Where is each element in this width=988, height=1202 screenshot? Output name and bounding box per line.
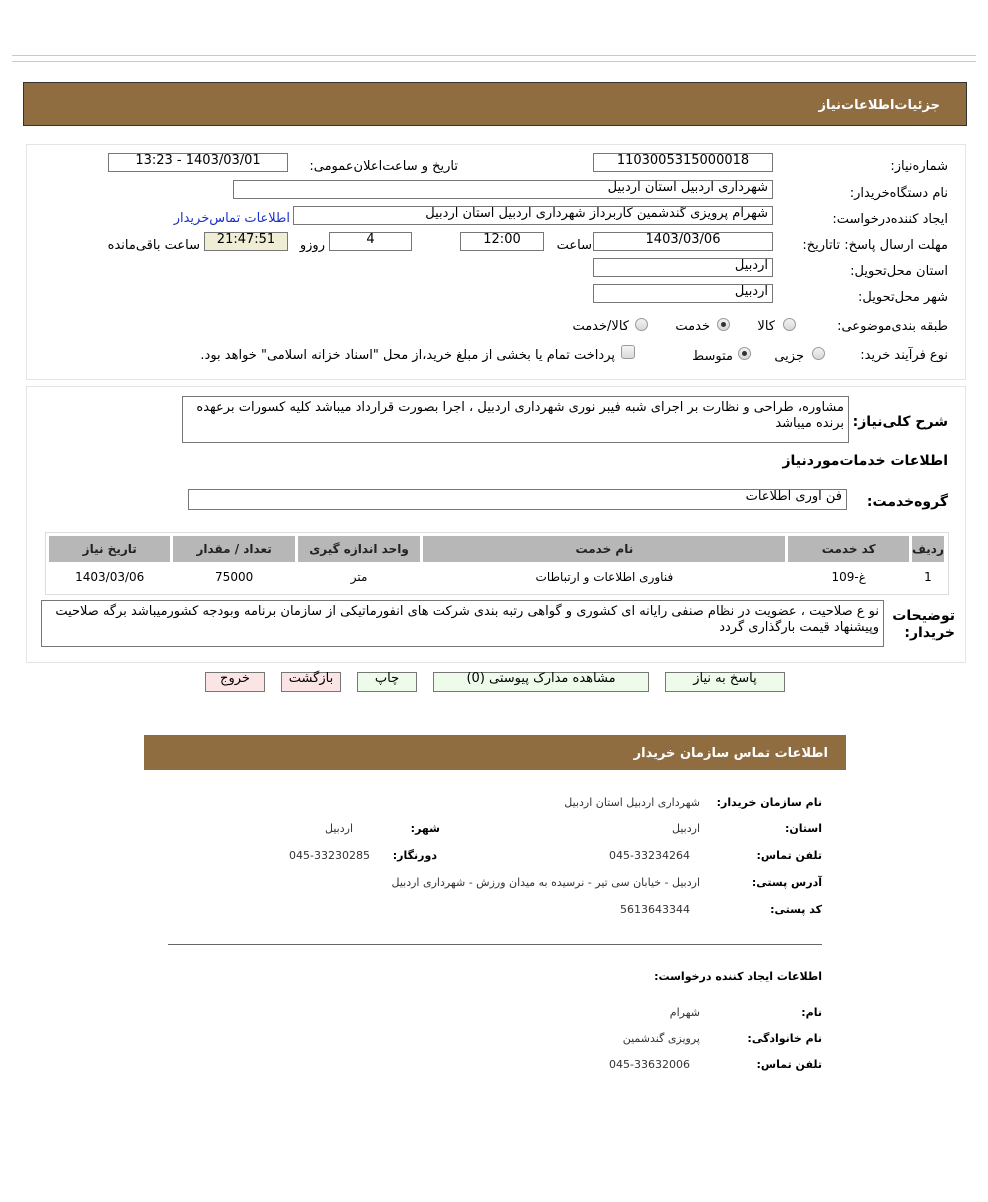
services-table xyxy=(46,533,947,592)
category-option-goods-service: کالا/خدمت xyxy=(572,319,629,334)
requester-label: ایجاد کننده‌درخواست: xyxy=(832,212,948,227)
contact-province-label: استان: xyxy=(785,822,822,835)
contact-address-label: آدرس پستی: xyxy=(751,876,822,889)
announce-field: 1403/03/01 - 13:23 xyxy=(108,153,288,172)
category-option-service: خدمت xyxy=(675,319,710,334)
reply-button[interactable]: پاسخ به نیاز xyxy=(665,672,785,692)
contact-postal-label: کد پستی: xyxy=(770,903,822,916)
attachments-button[interactable]: مشاهده مدارک پیوستی (0) xyxy=(433,672,649,692)
services-heading: اطلاعات خدمات‌مورد‌نیاز xyxy=(782,453,948,469)
col-row: ردیف xyxy=(912,536,944,562)
page-header xyxy=(23,82,967,126)
cell-quantity: 75000 xyxy=(215,570,254,584)
remaining-time-label: ساعت باقی‌مانده xyxy=(107,238,200,253)
service-group-field: فن آوری اطلاعات xyxy=(188,489,847,510)
creator-family-label: نام خانوادگی: xyxy=(747,1032,822,1045)
announce-label: تاریخ و ساعت‌اعلان‌عمومی: xyxy=(309,159,458,174)
contact-org-label: نام سازمان خریدار: xyxy=(716,796,822,809)
purchase-radio-minor[interactable] xyxy=(812,347,825,360)
category-option-goods: کالا xyxy=(757,319,775,334)
buyer-notes-label: توضیحات خریدار: xyxy=(892,608,955,641)
deadline-time-label: ساعت xyxy=(556,238,592,253)
col-service-name: نام خدمت xyxy=(423,536,785,562)
summary-label: شرح کلی‌نیاز: xyxy=(852,414,948,430)
table-row xyxy=(49,565,944,589)
cell-unit: متر xyxy=(350,570,368,584)
col-quantity: تعداد / مقدار xyxy=(173,536,294,562)
contact-city-label: شهر: xyxy=(410,822,440,835)
print-button[interactable]: چاپ xyxy=(357,672,417,692)
province-label: استان محل‌تحویل: xyxy=(850,264,948,279)
back-button[interactable]: بازگشت xyxy=(281,672,341,692)
need-number-label: شماره‌نیاز: xyxy=(890,159,948,174)
province-field: اردبیل xyxy=(593,258,773,277)
category-radio-service[interactable] xyxy=(717,318,730,331)
col-need-date: تاریخ نیاز xyxy=(49,536,170,562)
contact-city-value: اردبیل xyxy=(325,822,353,835)
creator-title: اطلاعات ایجاد کننده درخواست: xyxy=(654,970,822,983)
page-title: جزئیات‌اطلاعات‌نیاز xyxy=(818,98,940,113)
deadline-days-field: 4 xyxy=(329,232,412,251)
category-radio-goods-service[interactable] xyxy=(635,318,648,331)
creator-phone-value: 045-33632006 xyxy=(609,1058,690,1071)
city-field: اردبیل xyxy=(593,284,773,303)
col-unit: واحد اندازه گیری xyxy=(298,536,420,562)
contact-divider xyxy=(168,944,822,945)
col-service-code: کد خدمت xyxy=(788,536,908,562)
purchase-type-label: نوع فرآیند خرید: xyxy=(860,348,948,363)
creator-phone-label: تلفن تماس: xyxy=(756,1058,822,1071)
buyer-contact-link[interactable]: اطلاعات تماس‌خریدار xyxy=(173,211,290,226)
purchase-option-medium: متوسط xyxy=(692,349,733,364)
cell-service-code: غ-109 xyxy=(831,570,866,584)
exit-button[interactable]: خروج xyxy=(205,672,265,692)
purchase-radio-medium[interactable] xyxy=(738,347,751,360)
summary-text: مشاوره، طراحی و نظارت بر اجرای شبه فیبر نوری شهرداری اردبیل ، اجرا بصورت قرارداد میباشد کلیه کسورات برعهده برنده میباشد xyxy=(182,396,849,443)
deadline-label: مهلت ارسال پاسخ: تاتاریخ: xyxy=(802,238,948,253)
contact-title: اطلاعات تماس سازمان خریدار xyxy=(633,746,828,761)
contact-address-value: اردبیل - خیابان سی تیر - نرسیده به میدان ورزش - شهرداری اردبیل xyxy=(391,876,700,889)
treasury-payment-note: پرداخت تمام یا بخشی از مبلغ خرید،از محل "اسناد خزانه اسلامی" خواهد بود. xyxy=(200,348,615,363)
deadline-date-field: 1403/03/06 xyxy=(593,232,773,251)
contact-phone-value: 045-33234264 xyxy=(609,849,690,862)
creator-name-value: شهرام xyxy=(669,1006,700,1019)
purchase-option-minor: جزیی xyxy=(774,349,804,364)
cell-service-name: فناوری اطلاعات و ارتباطات xyxy=(535,570,674,584)
category-radio-goods[interactable] xyxy=(783,318,796,331)
cell-need-date: 1403/03/06 xyxy=(75,570,145,584)
deadline-days-label: روزو xyxy=(299,238,325,253)
cell-row: 1 xyxy=(924,570,932,584)
contact-phone-label: تلفن تماس: xyxy=(756,849,822,862)
creator-family-value: پرویزی گندشمین xyxy=(622,1032,700,1045)
contact-fax-label: دورنگار: xyxy=(392,849,437,862)
contact-postal-value: 5613643344 xyxy=(620,903,690,916)
top-divider xyxy=(12,55,976,62)
creator-name-label: نام: xyxy=(801,1006,822,1019)
deadline-time-field: 12:00 xyxy=(460,232,544,251)
need-number-field: 1103005315000018 xyxy=(593,153,773,172)
service-group-label: گروه‌خدمت: xyxy=(866,494,948,510)
remaining-time-field: 21:47:51 xyxy=(204,232,288,251)
contact-header xyxy=(144,735,846,770)
buyer-org-field: شهرداری اردبیل استان اردبیل xyxy=(233,180,773,199)
contact-province-value: اردبیل xyxy=(672,822,700,835)
contact-fax-value: 045-33230285 xyxy=(289,849,370,862)
buyer-notes-text: نو ع صلاحیت ، عضویت در نظام صنفی رایانه ای کشوری و گواهی رتبه بندی شرکت های انفورماتیکی از سازمان برنامه وبودجه کشورمیباشد برگه صلاحیت وپیشنهاد قیمت بارگذاری گردد xyxy=(41,600,884,647)
category-label: طبقه بندی‌موضوعی: xyxy=(837,319,948,334)
city-label: شهر محل‌تحویل: xyxy=(858,290,948,305)
contact-org-value: شهرداری اردبیل استان اردبیل xyxy=(564,796,700,809)
treasury-payment-checkbox[interactable] xyxy=(621,345,635,359)
buyer-org-label: نام دستگاه‌خریدار: xyxy=(849,186,948,201)
requester-field: شهرام پرویزی گندشمین کاربرداز شهرداری اردبیل استان اردبیل xyxy=(293,206,773,225)
